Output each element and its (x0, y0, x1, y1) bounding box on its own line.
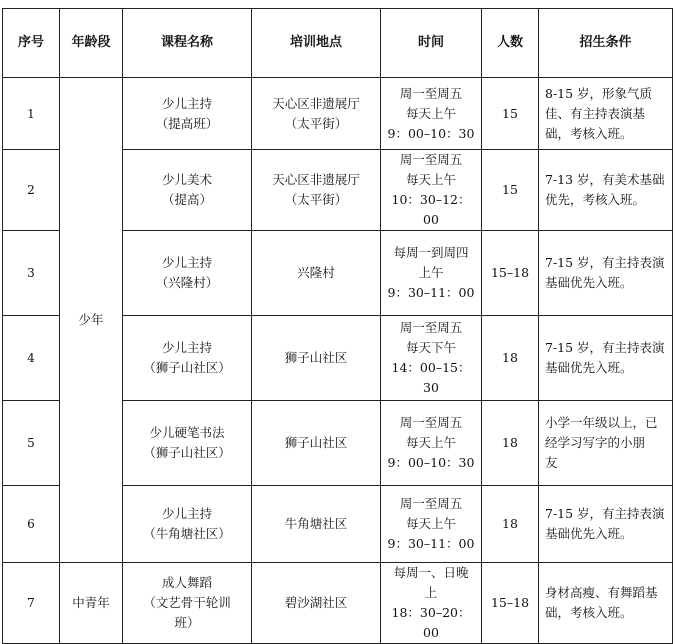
time-cell-line: 10：30–12：00 (391, 192, 471, 227)
course-name-cell-line: （提高） (161, 192, 212, 207)
time-cell (381, 78, 482, 150)
course-name-cell (123, 78, 252, 150)
course-name-cell-line: 少儿主持 (161, 340, 212, 355)
requirements-cell (539, 231, 673, 316)
location-cell (252, 316, 381, 401)
course-name-cell-line: （提高班） (155, 115, 219, 131)
location-cell-line: 兴隆村 (297, 265, 335, 280)
seq-cell: 7 (3, 563, 60, 644)
time-cell (381, 486, 482, 563)
time-cell-line: 周一至周五 (399, 152, 463, 167)
course-name-cell-line: （牛角塘社区） (143, 526, 231, 541)
requirements-cell-line: 友 (545, 455, 558, 470)
age-group-cell: 中青年 (60, 563, 123, 644)
requirements-cell-line: 础，考核入班。 (545, 125, 633, 141)
table-row (3, 78, 673, 150)
course-name-cell (123, 231, 252, 316)
time-cell-line: 周一至周五 (399, 415, 463, 430)
time-cell-line: 周一至周五 (399, 496, 463, 511)
course-name-cell-line: 班） (174, 615, 200, 630)
time-cell (381, 401, 482, 486)
location-cell-line: 牛角塘社区 (284, 516, 348, 531)
seq-cell: 4 (3, 316, 60, 401)
course-name-cell-line: 少儿主持 (161, 95, 212, 111)
time-cell (381, 231, 482, 316)
requirements-cell-line: 基础优先入班。 (545, 275, 633, 290)
count-cell: 15 (482, 150, 539, 231)
count-cell: 15 (482, 78, 539, 150)
requirements-cell-line: 优先，考核入班。 (545, 192, 646, 207)
requirements-cell-line: 身材高瘦、有舞蹈基 (545, 585, 658, 600)
time-cell-line: 周一至周五 (399, 85, 463, 101)
requirements-cell-line: 基础优先入班。 (545, 526, 633, 541)
requirements-cell-line: 7-15 岁，有主持表演 (545, 340, 665, 355)
requirements-cell-line: 7-13 岁，有美术基础 (545, 172, 665, 187)
location-cell-line: 天心区非遗展厅 (272, 95, 360, 111)
count-cell: 15–18 (482, 563, 539, 644)
course-name-cell-line: 少儿主持 (161, 506, 212, 521)
seq-cell: 6 (3, 486, 60, 563)
requirements-cell-line: 小学一年级以上，已 (545, 415, 658, 430)
location-cell-line: 狮子山社区 (284, 435, 348, 450)
course-name-cell-line: 少儿主持 (161, 255, 212, 270)
seq-cell: 3 (3, 231, 60, 316)
requirements-cell (539, 401, 673, 486)
time-cell (381, 150, 482, 231)
time-cell-line: 每天上午 (405, 516, 456, 531)
table-row (3, 563, 673, 644)
course-name-cell-line: 少儿硬笔书法 (149, 425, 225, 440)
course-name-cell (123, 150, 252, 231)
header-age-group: 年龄段 (60, 9, 123, 78)
requirements-cell (539, 486, 673, 563)
time-cell-line: 9：30–11：00 (387, 536, 475, 551)
seq-cell: 1 (3, 78, 60, 150)
location-cell-line: （太平街） (284, 115, 348, 131)
time-cell (381, 316, 482, 401)
location-cell (252, 563, 381, 644)
time-cell-line: 每天上午 (405, 435, 456, 450)
header-row (3, 9, 673, 78)
header-requirements: 招生条件 (539, 9, 673, 78)
requirements-cell-line: 8-15 岁，形象气质 (545, 85, 653, 101)
time-cell (381, 563, 482, 644)
header-seq: 序号 (3, 9, 60, 78)
count-cell: 18 (482, 316, 539, 401)
time-cell-line: 9：00–10：30 (387, 455, 475, 470)
location-cell (252, 486, 381, 563)
header-training-location: 培训地点 (252, 9, 381, 78)
location-cell-line: 狮子山社区 (284, 350, 348, 365)
requirements-cell-line: 础，考核入班。 (545, 605, 633, 620)
header-course-name: 课程名称 (123, 9, 252, 78)
course-name-cell-line: （狮子山社区） (143, 360, 231, 375)
requirements-cell-line: 7-15 岁，有主持表演 (545, 255, 665, 270)
location-cell (252, 231, 381, 316)
course-name-cell-line: （兴隆村） (155, 275, 219, 290)
requirements-cell-line: 佳、有主持表演基 (545, 105, 646, 121)
time-cell-line: 每周一到周四 (393, 245, 469, 260)
requirements-cell (539, 316, 673, 401)
requirements-cell (539, 150, 673, 231)
course-name-cell-line: 成人舞蹈 (161, 575, 212, 590)
header-time: 时间 (381, 9, 482, 78)
time-cell-line: 9：00–10：30 (387, 125, 475, 141)
count-cell: 18 (482, 401, 539, 486)
course-name-cell (123, 316, 252, 401)
course-name-cell-line: （文艺骨干轮训 (143, 595, 231, 610)
time-cell-line: 18：30–20：00 (391, 605, 471, 640)
course-enrollment-table (2, 8, 673, 644)
count-cell: 15–18 (482, 231, 539, 316)
age-group-cell: 少年 (60, 78, 123, 563)
location-cell-line: （太平街） (284, 192, 348, 207)
time-cell-line: 14：00–15：30 (391, 360, 471, 395)
course-name-cell-line: 少儿美术 (161, 172, 212, 187)
time-cell-line: 每天上午 (405, 105, 456, 121)
location-cell-line: 天心区非遗展厅 (272, 172, 360, 187)
header-enrollment-count: 人数 (482, 9, 539, 78)
location-cell (252, 78, 381, 150)
requirements-cell-line: 经学习写字的小朋 (545, 435, 646, 450)
course-name-cell (123, 563, 252, 644)
requirements-cell-line: 7-15 岁，有主持表演 (545, 506, 665, 521)
time-cell-line: 每周一、日晚 (393, 565, 469, 580)
requirements-cell (539, 78, 673, 150)
course-name-cell (123, 401, 252, 486)
location-cell (252, 401, 381, 486)
time-cell-line: 周一至周五 (399, 320, 463, 335)
time-cell-line: 每天下午 (405, 340, 456, 355)
seq-cell: 5 (3, 401, 60, 486)
requirements-cell-line: 基础优先入班。 (545, 360, 633, 375)
count-cell: 18 (482, 486, 539, 563)
requirements-cell (539, 563, 673, 644)
time-cell-line: 上午 (418, 265, 444, 280)
seq-cell: 2 (3, 150, 60, 231)
course-name-cell (123, 486, 252, 563)
time-cell-line: 上 (424, 585, 438, 600)
time-cell-line: 9：30–11：00 (387, 285, 475, 300)
course-name-cell-line: （狮子山社区） (143, 445, 231, 460)
location-cell-line: 碧沙湖社区 (284, 595, 348, 610)
location-cell (252, 150, 381, 231)
time-cell-line: 每天上午 (405, 172, 456, 187)
